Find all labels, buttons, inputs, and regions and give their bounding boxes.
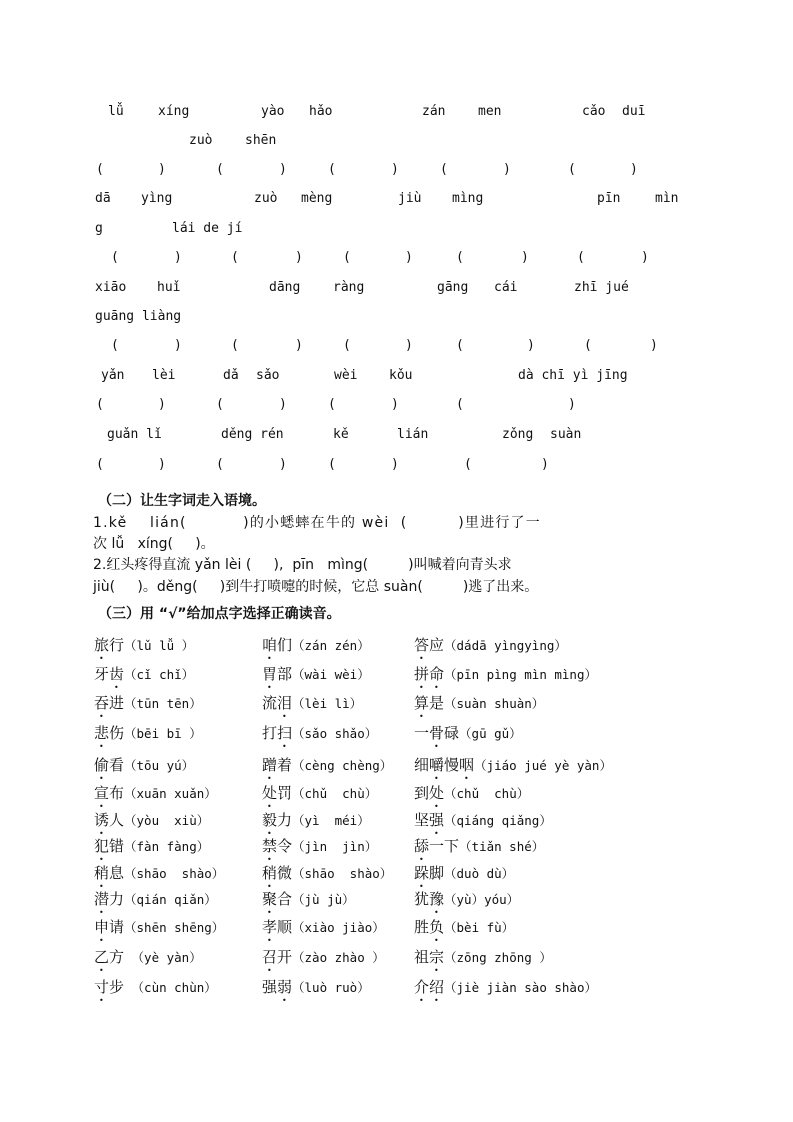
choice-word: 坚强 bbox=[414, 811, 445, 829]
reading-options[interactable]: （yòu xiù） bbox=[124, 813, 210, 828]
choice-item bbox=[94, 837, 209, 864]
pinyin-word: zán bbox=[422, 104, 446, 119]
pinyin-word: men bbox=[478, 104, 502, 119]
answer-bracket[interactable]: ( bbox=[96, 457, 104, 472]
pinyin-word: yìng bbox=[141, 191, 173, 206]
section2-line3: 2.红头疼得直流 yǎn lèi ( ), pīn mìng( )叫喊着向青头求 bbox=[93, 557, 512, 573]
choice-word: 召开 bbox=[262, 948, 293, 966]
choice-item bbox=[262, 811, 370, 838]
choice-item bbox=[414, 811, 552, 838]
choice-word: 祖宗 bbox=[414, 948, 445, 966]
pinyin-word: gāng bbox=[437, 280, 469, 295]
reading-options[interactable]: （dádā yìngyìng） bbox=[444, 638, 567, 653]
section3-heading: （三）用 “√”给加点字选择正确读音。 bbox=[98, 606, 341, 622]
answer-bracket[interactable]: ) bbox=[641, 250, 649, 265]
reading-options[interactable]: （zán zén） bbox=[292, 638, 370, 653]
pinyin-word: lǚ bbox=[108, 104, 124, 119]
reading-options[interactable]: （wài wèi） bbox=[292, 667, 370, 682]
reading-options[interactable]: （tūn tēn） bbox=[124, 696, 202, 711]
choice-word: 孝顺 bbox=[262, 918, 293, 936]
pinyin-word: zuò bbox=[189, 133, 213, 148]
choice-word: 细嚼慢咽 bbox=[414, 756, 475, 774]
answer-bracket[interactable]: ) bbox=[650, 338, 658, 353]
answer-bracket[interactable]: ) bbox=[541, 457, 549, 472]
answer-bracket[interactable]: ) bbox=[295, 338, 303, 353]
answer-bracket[interactable]: ( bbox=[328, 162, 336, 177]
answer-bracket[interactable]: ( bbox=[464, 457, 472, 472]
pinyin-word: xiāo bbox=[95, 280, 127, 295]
choice-word: 流泪 bbox=[262, 694, 293, 712]
pinyin-word: mìn bbox=[655, 191, 679, 206]
choice-item bbox=[414, 784, 529, 811]
choice-item bbox=[94, 665, 194, 692]
reading-options[interactable]: （duò dù） bbox=[444, 866, 515, 881]
answer-bracket[interactable]: ) bbox=[521, 250, 529, 265]
reading-options[interactable]: （shāo shào） bbox=[124, 866, 225, 881]
section2-line4: jiù( )。děng( )到牛打喷嚏的时候，它总 suàn( )逃了出来。 bbox=[93, 579, 539, 595]
choice-word: 算是 bbox=[414, 694, 445, 712]
choice-word: 吞进 bbox=[94, 694, 125, 712]
pinyin-word: cái bbox=[494, 280, 518, 295]
choice-item bbox=[262, 724, 377, 751]
choice-item bbox=[414, 837, 544, 864]
choice-item bbox=[94, 978, 217, 1005]
choice-word: 介绍 bbox=[414, 978, 445, 996]
choice-word: 诱人 bbox=[94, 811, 125, 829]
choice-item bbox=[414, 890, 519, 917]
choice-word: 打扫 bbox=[262, 724, 293, 742]
choice-word: 寸步 bbox=[94, 978, 125, 996]
choice-item bbox=[94, 948, 202, 975]
choice-word: 毅力 bbox=[262, 811, 293, 829]
choice-word: 偷看 bbox=[94, 756, 125, 774]
choice-item bbox=[262, 636, 370, 663]
choice-item bbox=[94, 724, 202, 751]
reading-options[interactable]: （cǐ chǐ） bbox=[124, 667, 195, 682]
pinyin-word: yào bbox=[261, 104, 285, 119]
pinyin-word: huǐ bbox=[157, 280, 181, 295]
answer-bracket[interactable]: ( bbox=[96, 162, 104, 177]
choice-item bbox=[94, 756, 194, 783]
pinyin-word: cǎo bbox=[582, 104, 606, 119]
answer-bracket[interactable]: ( bbox=[216, 457, 224, 472]
choice-item bbox=[414, 948, 552, 975]
answer-bracket[interactable]: ( bbox=[328, 457, 336, 472]
answer-bracket[interactable]: ) bbox=[391, 457, 399, 472]
pinyin-word: sǎo bbox=[256, 368, 280, 383]
reading-options[interactable]: （yì méi） bbox=[292, 813, 370, 828]
choice-item bbox=[262, 784, 377, 811]
reading-options[interactable]: （xuān xuǎn） bbox=[124, 786, 217, 801]
choice-word: 旅行 bbox=[94, 636, 125, 654]
choice-word: 跺脚 bbox=[414, 864, 445, 882]
choice-item bbox=[414, 694, 544, 721]
reading-options[interactable]: （bēi bī ） bbox=[124, 726, 202, 741]
answer-bracket[interactable]: ) bbox=[295, 250, 303, 265]
pinyin-word: děng rén bbox=[221, 427, 284, 442]
pinyin-word: yǎn bbox=[101, 368, 125, 383]
choice-item bbox=[94, 636, 194, 663]
pinyin-word: lián bbox=[397, 427, 429, 442]
answer-bracket[interactable]: ) bbox=[630, 162, 638, 177]
answer-bracket[interactable]: ( bbox=[343, 338, 351, 353]
answer-bracket[interactable]: ) bbox=[405, 250, 413, 265]
answer-bracket[interactable]: ( bbox=[231, 338, 239, 353]
pinyin-word: suàn bbox=[550, 427, 582, 442]
choice-item bbox=[414, 636, 567, 663]
answer-bracket[interactable]: ) bbox=[527, 338, 535, 353]
choice-word: 一骨碌 bbox=[414, 724, 460, 742]
choice-item bbox=[262, 756, 392, 783]
choice-word: 稍息 bbox=[94, 864, 125, 882]
pinyin-word: shēn bbox=[245, 133, 277, 148]
reading-options[interactable]: （qián qiǎn） bbox=[124, 892, 217, 907]
pinyin-word: dǎ bbox=[223, 368, 239, 383]
reading-options[interactable]: （yè yàn） bbox=[124, 950, 202, 965]
pinyin-word: g bbox=[95, 221, 103, 236]
reading-options[interactable]: （yù）yóu） bbox=[444, 892, 520, 907]
answer-bracket[interactable]: ) bbox=[174, 250, 182, 265]
section2-heading: （二）让生字词走入语境。 bbox=[98, 493, 266, 509]
choice-word: 强弱 bbox=[262, 978, 293, 996]
pinyin-word: dāng bbox=[269, 280, 301, 295]
choice-item bbox=[262, 918, 385, 945]
choice-word: 聚合 bbox=[262, 890, 293, 908]
reading-options[interactable]: （cèng chèng） bbox=[292, 758, 393, 773]
answer-bracket[interactable]: ( bbox=[584, 338, 592, 353]
reading-options[interactable]: （lèi lì） bbox=[292, 696, 363, 711]
answer-bracket[interactable]: ( bbox=[96, 397, 104, 412]
choice-word: 禁令 bbox=[262, 837, 293, 855]
choice-word: 悲伤 bbox=[94, 724, 125, 742]
reading-options[interactable]: （jù jù） bbox=[292, 892, 355, 907]
answer-bracket[interactable]: ) bbox=[158, 397, 166, 412]
answer-bracket[interactable]: ) bbox=[279, 162, 287, 177]
choice-word: 答应 bbox=[414, 636, 445, 654]
reading-options[interactable]: （lǔ lǚ ） bbox=[124, 638, 195, 653]
reading-options[interactable]: （jiè jiàn sào shào） bbox=[444, 980, 597, 995]
section2-line1: 1.kě lián( )的小蟋蟀在牛的 wèi ( )里进行了一 bbox=[93, 515, 541, 531]
pinyin-word: lái de jí bbox=[172, 221, 243, 236]
choice-item bbox=[94, 784, 217, 811]
choice-word: 胜负 bbox=[414, 918, 445, 936]
pinyin-word: zǒng bbox=[502, 427, 534, 442]
reading-options[interactable]: （jìn jìn） bbox=[292, 839, 378, 854]
choice-word: 申请 bbox=[94, 918, 125, 936]
pinyin-word: zuò bbox=[254, 191, 278, 206]
choice-item bbox=[414, 864, 514, 891]
answer-bracket[interactable]: ) bbox=[279, 457, 287, 472]
choice-item bbox=[262, 837, 377, 864]
pinyin-word: ràng bbox=[333, 280, 365, 295]
reading-options[interactable]: （chǔ chù） bbox=[444, 786, 530, 801]
choice-item bbox=[262, 665, 370, 692]
answer-bracket[interactable]: ) bbox=[405, 338, 413, 353]
reading-options[interactable]: （fàn fàng） bbox=[124, 839, 210, 854]
answer-bracket[interactable]: ( bbox=[456, 338, 464, 353]
pinyin-word: zhī jué bbox=[574, 280, 629, 295]
choice-word: 宣布 bbox=[94, 784, 125, 802]
pinyin-word: xíng bbox=[158, 104, 190, 119]
choice-item bbox=[414, 978, 597, 1005]
pinyin-word: duī bbox=[622, 104, 646, 119]
pinyin-word: dà chī yì jīng bbox=[518, 368, 628, 383]
answer-bracket[interactable]: ( bbox=[568, 162, 576, 177]
choice-word: 犯错 bbox=[94, 837, 125, 855]
choice-item bbox=[94, 890, 217, 917]
answer-bracket[interactable]: ) bbox=[568, 397, 576, 412]
reading-options[interactable]: （pīn pìng mìn mìng） bbox=[444, 667, 597, 682]
pinyin-word: lèi bbox=[152, 368, 176, 383]
answer-bracket[interactable]: ( bbox=[216, 162, 224, 177]
choice-word: 胃部 bbox=[262, 665, 293, 683]
choice-item bbox=[262, 694, 362, 721]
answer-bracket[interactable]: ) bbox=[279, 397, 287, 412]
reading-options[interactable]: （sǎo shǎo） bbox=[292, 726, 378, 741]
answer-bracket[interactable]: ) bbox=[391, 397, 399, 412]
choice-item bbox=[94, 811, 209, 838]
answer-bracket[interactable]: ( bbox=[577, 250, 585, 265]
choice-item bbox=[94, 864, 224, 891]
reading-options[interactable]: （qiáng qiǎng） bbox=[444, 813, 552, 828]
choice-item bbox=[262, 978, 370, 1005]
answer-bracket[interactable]: ) bbox=[174, 338, 182, 353]
answer-bracket[interactable]: ( bbox=[216, 397, 224, 412]
choice-word: 潜力 bbox=[94, 890, 125, 908]
choice-word: 乙方 bbox=[94, 948, 125, 966]
answer-bracket[interactable]: ( bbox=[440, 162, 448, 177]
pinyin-word: kě bbox=[333, 427, 349, 442]
choice-item bbox=[262, 948, 385, 975]
choice-word: 蹭着 bbox=[262, 756, 293, 774]
answer-bracket[interactable]: ) bbox=[391, 162, 399, 177]
pinyin-word: guāng liàng bbox=[95, 309, 182, 324]
choice-word: 到处 bbox=[414, 784, 445, 802]
reading-options[interactable]: （zōng zhōng ） bbox=[444, 950, 552, 965]
choice-item bbox=[94, 694, 202, 721]
choice-item bbox=[414, 665, 597, 692]
choice-item bbox=[414, 918, 514, 945]
pinyin-word: kǒu bbox=[389, 368, 413, 383]
reading-options[interactable]: （tiǎn shé） bbox=[459, 839, 545, 854]
pinyin-word: mèng bbox=[301, 191, 333, 206]
reading-options[interactable]: （shēn shēng） bbox=[124, 920, 225, 935]
pinyin-word: guǎn lǐ bbox=[107, 427, 162, 442]
pinyin-word: hǎo bbox=[309, 104, 333, 119]
reading-options[interactable]: （bèi fù） bbox=[444, 920, 515, 935]
pinyin-word: jiù bbox=[398, 191, 422, 206]
reading-options[interactable]: （chǔ chù） bbox=[292, 786, 378, 801]
choice-item bbox=[94, 918, 224, 945]
choice-word: 拼命 bbox=[414, 665, 445, 683]
reading-options[interactable]: （xiào jiào） bbox=[292, 920, 385, 935]
pinyin-word: dā bbox=[95, 191, 111, 206]
pinyin-word: wèi bbox=[334, 368, 358, 383]
choice-word: 舔一下 bbox=[414, 837, 460, 855]
choice-word: 咱们 bbox=[262, 636, 293, 654]
reading-options[interactable]: （tōu yú） bbox=[124, 758, 195, 773]
choice-item bbox=[414, 724, 522, 751]
choice-item bbox=[262, 890, 355, 917]
choice-item bbox=[262, 864, 392, 891]
reading-options[interactable]: （suàn shuàn） bbox=[444, 696, 545, 711]
answer-bracket[interactable]: ) bbox=[503, 162, 511, 177]
answer-bracket[interactable]: ) bbox=[158, 457, 166, 472]
answer-bracket[interactable]: ( bbox=[111, 338, 119, 353]
reading-options[interactable]: （shāo shào） bbox=[292, 866, 393, 881]
answer-bracket[interactable]: ( bbox=[111, 250, 119, 265]
answer-bracket[interactable]: ( bbox=[456, 250, 464, 265]
reading-options[interactable]: （luò ruò） bbox=[292, 980, 370, 995]
section2-line2: 次 lǚ xíng( )。 bbox=[93, 536, 215, 552]
answer-bracket[interactable]: ( bbox=[456, 397, 464, 412]
reading-options[interactable]: （jiáo jué yè yàn） bbox=[474, 758, 612, 773]
answer-bracket[interactable]: ( bbox=[343, 250, 351, 265]
choice-word: 处罚 bbox=[262, 784, 293, 802]
choice-word: 牙齿 bbox=[94, 665, 125, 683]
pinyin-word: pīn bbox=[597, 191, 621, 206]
reading-options[interactable]: （zào zhào ） bbox=[292, 950, 385, 965]
choice-item bbox=[414, 756, 612, 783]
reading-options[interactable]: （gū gǔ） bbox=[459, 726, 522, 741]
answer-bracket[interactable]: ( bbox=[328, 397, 336, 412]
choice-word: 犹豫 bbox=[414, 890, 445, 908]
answer-bracket[interactable]: ( bbox=[231, 250, 239, 265]
reading-options[interactable]: （cùn chùn） bbox=[124, 980, 217, 995]
pinyin-word: mìng bbox=[452, 191, 484, 206]
choice-word: 稍微 bbox=[262, 864, 293, 882]
answer-bracket[interactable]: ) bbox=[158, 162, 166, 177]
